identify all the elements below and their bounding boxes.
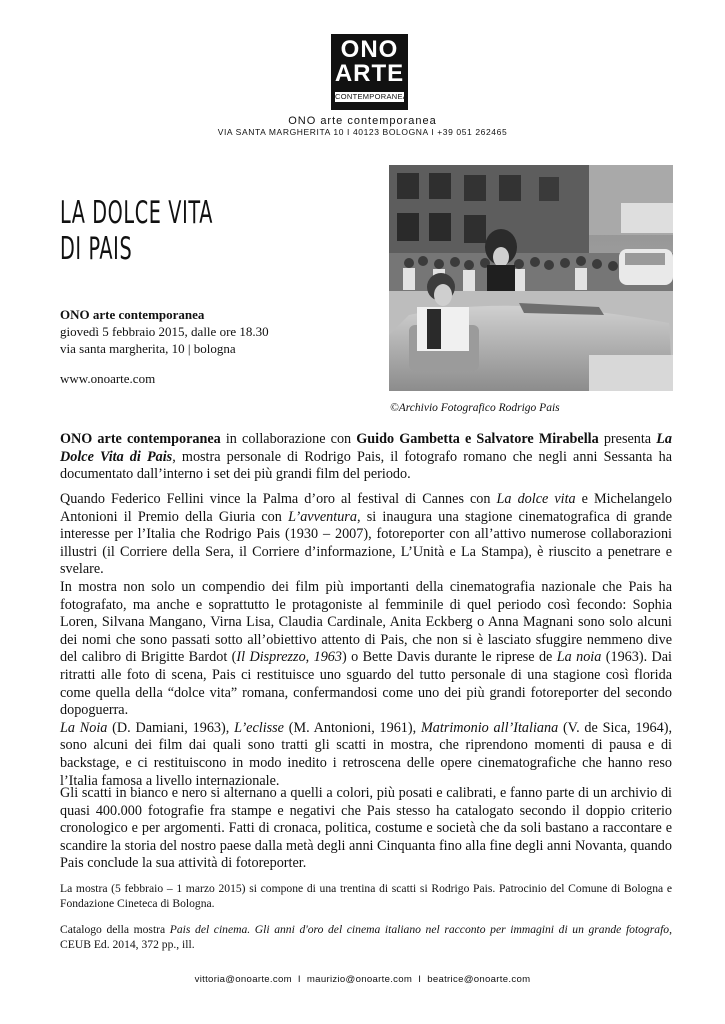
header-address: VIA SANTA MARGHERITA 10 I 40123 BOLOGNA I +39 051 262465 [217, 127, 508, 137]
intro-text-3: , mostra personale di Rodrigo Pais, il fotografo romano che negli anni Sessanta ha documentato dall’interno i set dei più grandi film del periodo. [60, 448, 673, 483]
footer-separator: I [297, 974, 301, 985]
main-text-n: (M. Antonioni, 1961), [283, 719, 421, 736]
intro-text-1: in collaborazione con [220, 431, 357, 447]
exhibition-title-line2: DI PAIS [60, 231, 133, 267]
footer-separator: I [418, 974, 422, 985]
exhibition-photo [389, 165, 673, 391]
catalogue-title: Pais del cinema. Gli anni d'oro del cinema italiano nel racconto per immagini di un grande fotografo [169, 923, 670, 936]
catalogue-details: , CEUB Ed. 2014, 372 pp., ill. [60, 923, 673, 951]
main-film-dolce-vita: La dolce vita [496, 491, 576, 507]
main-film-eclisse: L’eclisse [234, 719, 284, 736]
logo-line-ono: ONO [340, 36, 399, 63]
photo-street-scene [389, 165, 673, 391]
footer-contacts [0, 974, 725, 985]
paragraph-main [60, 491, 672, 790]
header-gallery-name: ONO arte contemporanea [288, 115, 437, 127]
paragraph-archive: Gli scatti in bianco e nero si alternano a quelli a colori, più posati e calibrati, e fanno parte di un archivio di quasi 400.000 fotografie fra stampe e negativi che Pais stesso ha catalogato secondo il doppio criterio cronologico e per argomenti. Fatti di cronaca, politica, costume e società che da soli bastano a raccontare e scandire la storia del nostro paese dalla metà degli anni Cinquanta fino alla fine degli anni Novanta, quando Pais conclude la sua attività di fotoreporter. [60, 785, 672, 872]
intro-gallery: ONO arte contemporanea [60, 431, 221, 447]
catalogue-label: Catalogo della mostra [60, 923, 170, 936]
email-beatrice[interactable]: beatrice@onoarte.com [427, 974, 531, 985]
main-film-matrimonio: Matrimonio all’Italiana [420, 719, 559, 736]
main-text-f: In mostra non solo un compendio dei film più importanti della cinematografia nazionale che Pais ha fotografato, ma anche e soprattutto le protagoniste al femminile di quel periodo così fecondo: Sophia Loren, Silvana Mangano, Virna Lisa, Claudia Cardinale, Anita Eckberg o Anna Magnani sono solo alcuni dei nomi che sono passati sotto all’obiettivo attento di Pais, che non si è lasciato sfuggire nemmeno dive del calibro di Brigitte Bardot ( [60, 578, 672, 666]
note-exhibition-dates: La mostra (5 febbraio – 1 marzo 2015) si compone di una trentina di scatti si Rodrigo Pais. Patrocinio del Comune di Bologna e Fondazione Cineteca di Bologna. [60, 882, 672, 910]
event-info [60, 306, 269, 357]
main-text-j: (1963). Dai ritratti alle foto di scena, Pais ci restituisce uno sguardo del tutto personale di una stagione così florida come quella della “dolce vita” romana, confermandosi come uno dei più grandi fotoreporter del secondo dopoguerra. [60, 649, 672, 719]
intro-curators: Guido Gambetta e Salvatore Mirabella [356, 431, 599, 447]
main-film-disprezzo: Il Disprezzo, 1963 [236, 649, 342, 666]
main-text-h: ) o Bette Davis durante le riprese de [342, 649, 557, 666]
photo-credit: ©Archivio Fotografico Rodrigo Pais [390, 402, 560, 414]
exhibition-title-line1: LA DOLCE VITA [60, 195, 213, 231]
event-date: giovedì 5 febbraio 2015, dalle ore 18.30 [60, 324, 269, 339]
main-film-la-noia: La Noia [60, 719, 108, 736]
event-gallery: ONO arte contemporanea [60, 307, 205, 322]
intro-show-title: La Dolce Vita di Pais [60, 431, 672, 465]
main-film-avventura: L’avventura [288, 508, 357, 525]
main-text-e: , si inaugura una stagione cinematografica di grande interesse per l’Italia che Rodrigo Pais (1930 – 2007), fotoreporter con all’attivo numerose collaborazioni illustri (il Corriere della Sera, il Corriere d’informazione, L’Unità e La Stampa), è riuscito a penetrare e svelare. [60, 508, 672, 578]
logo-line-contemporanea: CONTEMPORANEA [335, 92, 409, 101]
main-text-p: (V. de Sica, 1964), sono alcuni dei film dai quali sono tratti gli scatti in mostra, che riprendono momenti di pausa e di backstage, e ci restituiscono in modo inedito i retroscena delle opere cinematografiche che hanno reso l’Italia famosa a livello internazionale. [60, 719, 673, 789]
email-maurizio[interactable]: maurizio@onoarte.com [306, 974, 413, 985]
main-film-noia: La noia [556, 649, 602, 666]
gallery-logo [331, 34, 408, 110]
main-text-l: (D. Damiani, 1963), [107, 719, 235, 736]
intro-text-2: presenta [598, 431, 657, 447]
main-text-a: Quando Federico Fellini vince la Palma d’oro al festival di Cannes con [60, 491, 497, 507]
paragraph-intro [60, 431, 672, 484]
note-catalogue [60, 922, 672, 952]
logo-line-arte: ARTE [334, 60, 405, 87]
email-vittoria[interactable]: vittoria@onoarte.com [194, 974, 292, 985]
event-address: via santa margherita, 10 | bologna [60, 341, 236, 356]
main-text-c: e Michelangelo Antonioni il Premio della Giuria con [60, 491, 673, 525]
website-link[interactable]: www.onoarte.com [60, 371, 156, 386]
